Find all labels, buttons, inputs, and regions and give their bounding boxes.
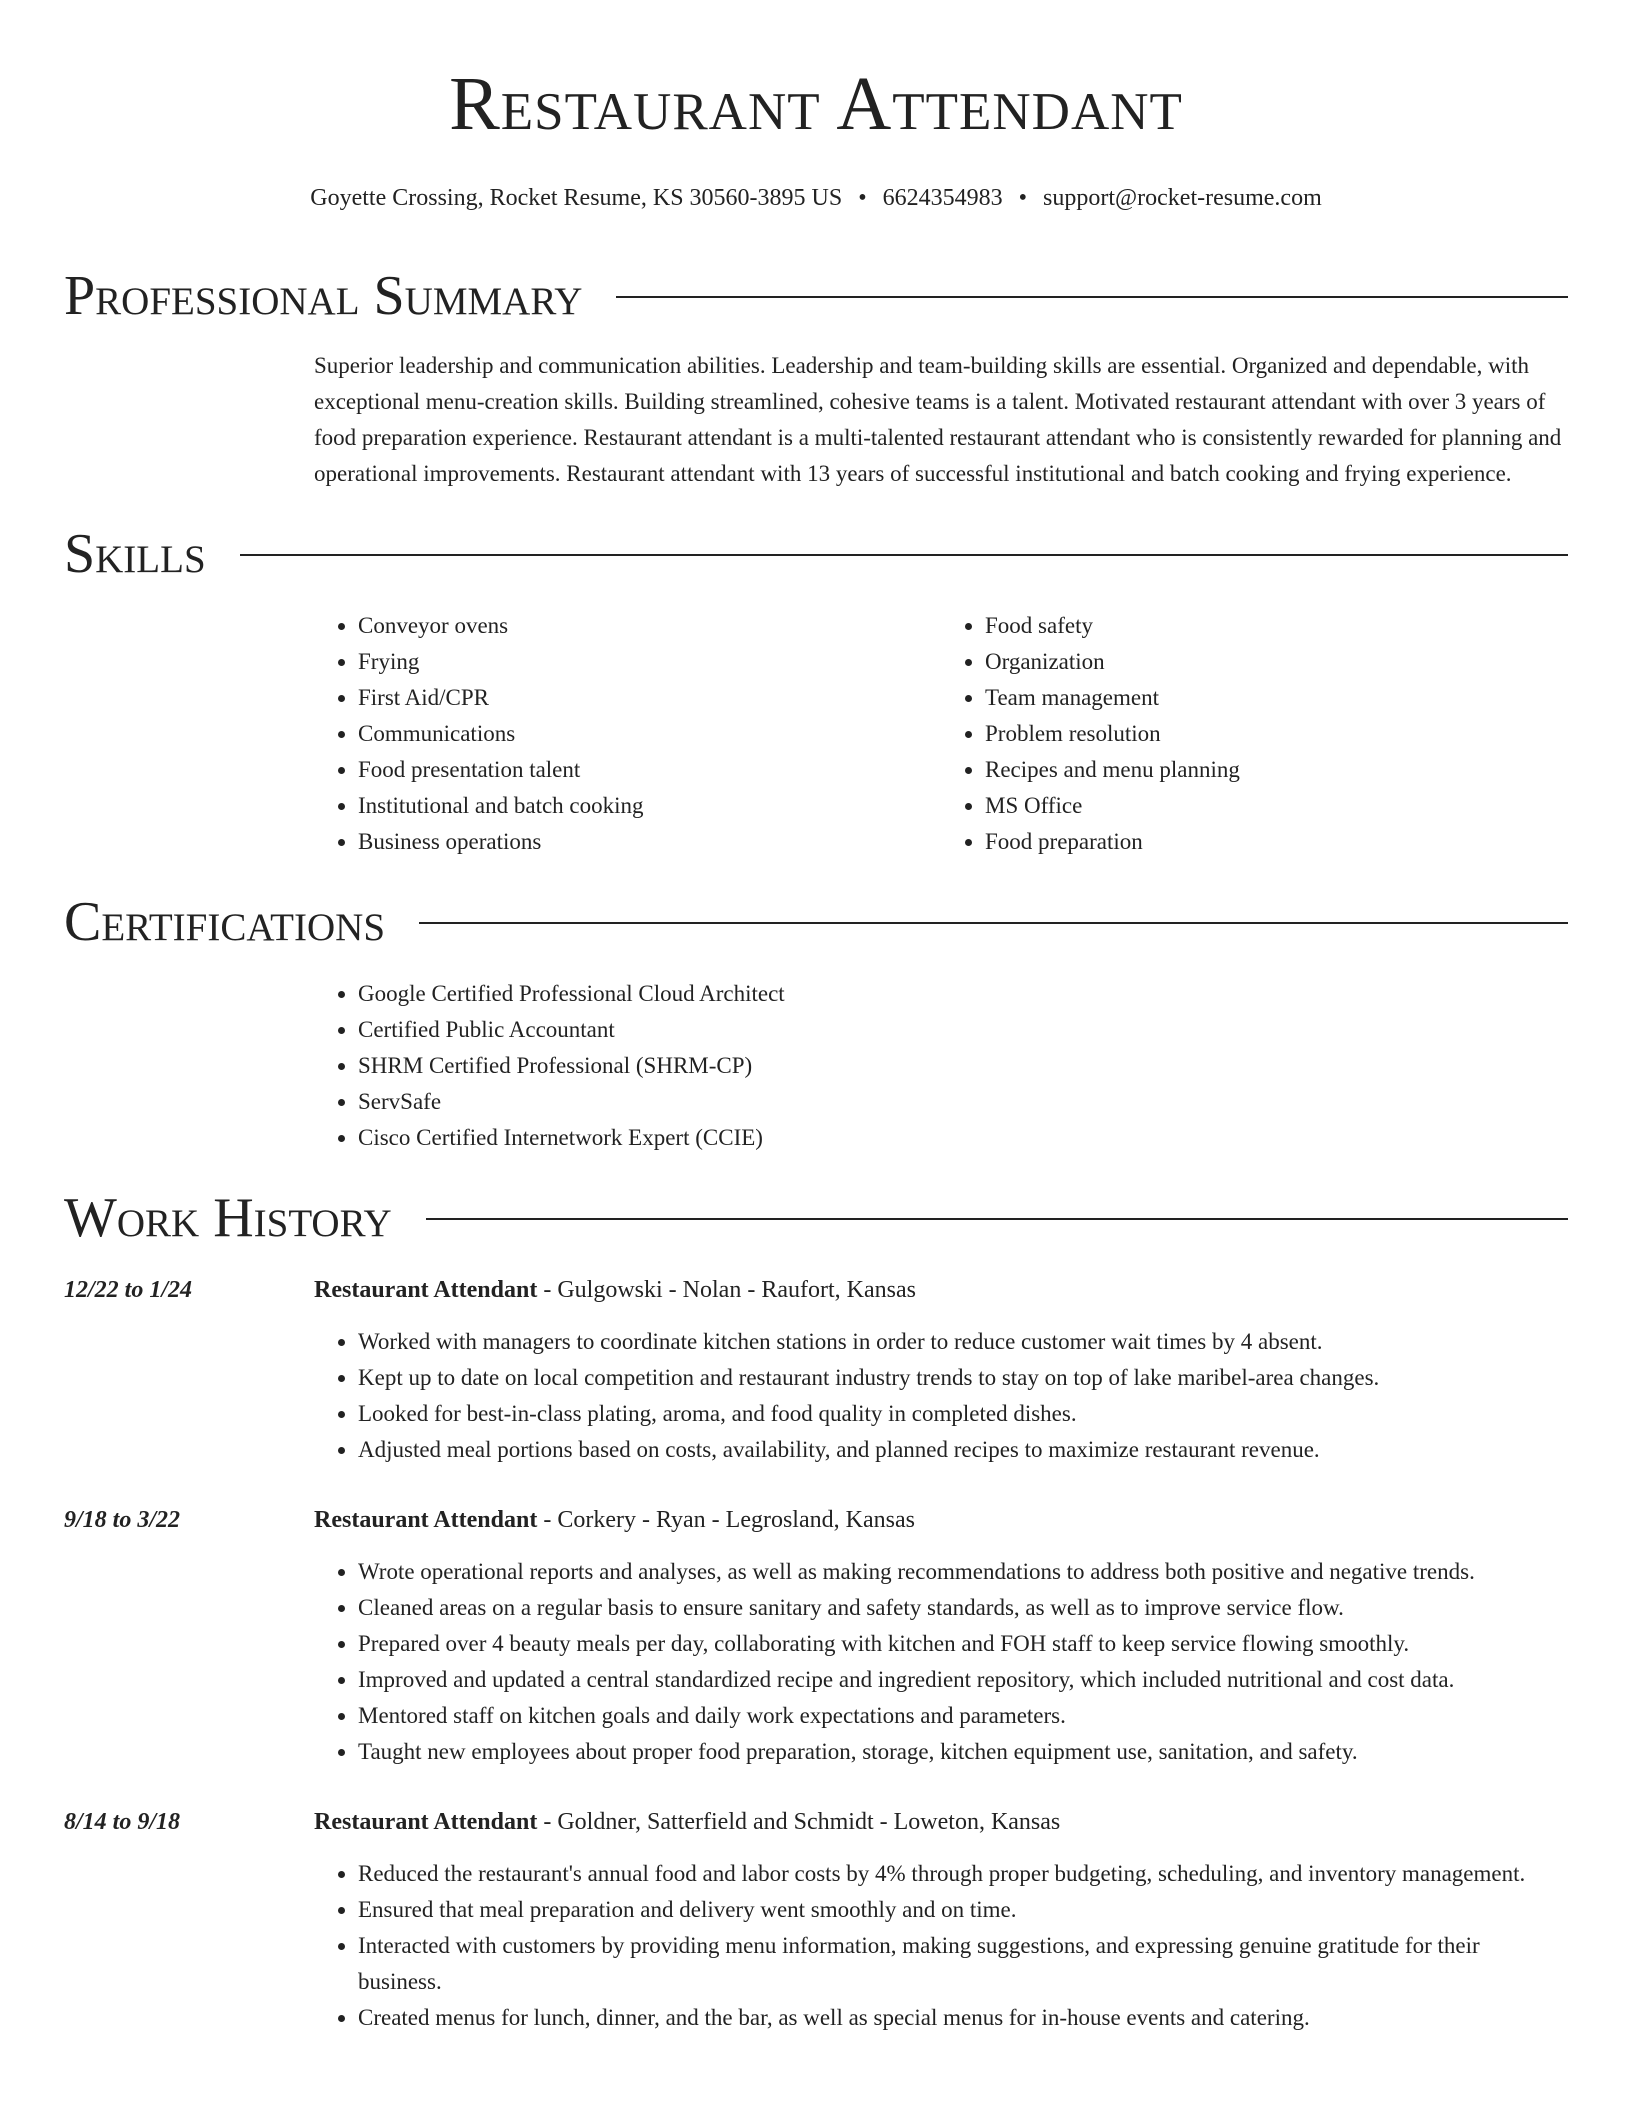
job-bullet: • Wrote operational reports and analyses, as well as making recommendations to address both positive and negative trends. — [358, 1554, 1568, 1590]
job-bullet: • Prepared over 4 beauty meals per day, collaborating with kitchen and FOH staff to keep service flowing smoothly. — [358, 1626, 1568, 1662]
certification-item: • Google Certified Professional Cloud Architect — [358, 976, 1568, 1012]
job-bullet: • Worked with managers to coordinate kitchen stations in order to reduce customer wait times by 4 absent. — [358, 1324, 1568, 1360]
contact-separator: • — [858, 185, 867, 211]
job-dates: 12/22 to 1/24 — [64, 1277, 193, 1303]
summary-text: Superior leadership and communication abilities. Leadership and team-building skills are essential. Organized and dependable, with exceptional menu-creation skills. Building streamlined, cohesive teams is a talent. Motivated restaurant attendant with over 3 years of food preparation experience. Restaurant attendant is a multi-talented restaurant attendant who is consistently rewarded for planning and operational improvements. Restaurant attendant with 13 years of successful institutional and batch cooking and frying experience. — [314, 353, 1562, 486]
certification-item: • Certified Public Accountant — [358, 1012, 1568, 1048]
work-history-section-header — [64, 1186, 1568, 1250]
contact-phone: 6624354983 — [882, 185, 1003, 211]
skills-left-column — [314, 608, 941, 860]
contact-separator: • — [1018, 185, 1028, 211]
summary-heading: Professional Summary — [64, 265, 583, 327]
job-bullet: • Mentored staff on kitchen goals and daily work expectations and parameters. — [358, 1698, 1568, 1734]
skill-item: • First Aid/CPR — [358, 680, 941, 716]
skill-item: • Conveyor ovens — [358, 608, 941, 644]
section-divider — [240, 554, 1568, 556]
resume-page — [64, 0, 1568, 2036]
contact-email: support@rocket-resume.com — [1043, 185, 1322, 211]
skills-heading: Skills — [64, 523, 206, 585]
contact-address: Goyette Crossing, Rocket Resume, KS 30560-3895 US — [310, 185, 843, 211]
job-bullet: • Created menus for lunch, dinner, and the bar, as well as special menus for in-house events and catering. — [358, 2000, 1568, 2036]
skills-right-column — [941, 608, 1568, 860]
skill-item: • Food presentation talent — [358, 752, 941, 788]
skill-item: • Team management — [985, 680, 1568, 716]
candidate-name: Restaurant Attendant — [449, 62, 1183, 146]
certifications-section-header — [64, 890, 1568, 954]
job-bullet: • Cleaned areas on a regular basis to ensure sanitary and safety standards, as well as to improve service flow. — [358, 1590, 1568, 1626]
skill-item: • Food preparation — [985, 824, 1568, 860]
job-bullet: • Looked for best-in-class plating, aroma, and food quality in completed dishes. — [358, 1396, 1568, 1432]
job-bullet: • Interacted with customers by providing menu information, making suggestions, and expressing genuine gratitude for their business. — [358, 1928, 1568, 2000]
job-company: - Corkery - Ryan - Legrosland, Kansas — [537, 1507, 915, 1533]
work-history-heading: Work History — [64, 1187, 392, 1249]
section-divider — [426, 1218, 1568, 1220]
job-bullets — [314, 1554, 1568, 1770]
job-bullet: • Improved and updated a central standardized recipe and ingredient repository, which included nutritional and cost data. — [358, 1662, 1568, 1698]
job-entry — [64, 1502, 1568, 1770]
certification-item: • Cisco Certified Internetwork Expert (CCIE) — [358, 1120, 1568, 1156]
job-role: Restaurant Attendant — [314, 1809, 538, 1835]
job-entry — [64, 1272, 1568, 1468]
section-divider — [419, 922, 1568, 924]
job-company: - Gulgowski - Nolan - Raufort, Kansas — [537, 1277, 916, 1303]
skill-item: • Institutional and batch cooking — [358, 788, 941, 824]
job-title-line — [314, 1502, 1568, 1538]
job-bullets — [314, 1324, 1568, 1468]
skill-item: • MS Office — [985, 788, 1568, 824]
job-dates: 9/18 to 3/22 — [64, 1507, 181, 1533]
skills-section-header — [64, 522, 1568, 586]
job-title-line — [314, 1804, 1568, 1840]
certifications-heading: Certifications — [64, 891, 386, 953]
skill-item: • Business operations — [358, 824, 941, 860]
job-bullet: • Ensured that meal preparation and delivery went smoothly and on time. — [358, 1892, 1568, 1928]
skill-item: • Food safety — [985, 608, 1568, 644]
job-role: Restaurant Attendant — [314, 1277, 538, 1303]
skills-list — [314, 608, 1568, 860]
section-divider — [616, 296, 1568, 298]
skill-item: • Recipes and menu planning — [985, 752, 1568, 788]
skill-item: • Organization — [985, 644, 1568, 680]
job-company: - Goldner, Satterfield and Schmidt - Loweton, Kansas — [537, 1809, 1061, 1835]
job-bullet: • Taught new employees about proper food preparation, storage, kitchen equipment use, sanitation, and safety. — [358, 1734, 1568, 1770]
job-entry — [64, 1804, 1568, 2036]
job-role: Restaurant Attendant — [314, 1507, 538, 1533]
summary-section-header — [64, 264, 1568, 328]
job-title-line — [314, 1272, 1568, 1308]
job-dates: 8/14 to 9/18 — [64, 1809, 181, 1835]
certification-item: • SHRM Certified Professional (SHRM-CP) — [358, 1048, 1568, 1084]
skill-item: • Problem resolution — [985, 716, 1568, 752]
contact-line — [64, 182, 1568, 214]
skill-item: • Frying — [358, 644, 941, 680]
skill-item: • Communications — [358, 716, 941, 752]
job-bullets — [314, 1856, 1568, 2036]
job-bullet: • Adjusted meal portions based on costs, availability, and planned recipes to maximize restaurant revenue. — [358, 1432, 1568, 1468]
job-bullet: • Reduced the restaurant's annual food and labor costs by 4% through proper budgeting, scheduling, and inventory management. — [358, 1856, 1568, 1892]
job-bullet: • Kept up to date on local competition and restaurant industry trends to stay on top of lake maribel-area changes. — [358, 1360, 1568, 1396]
certification-item: • ServSafe — [358, 1084, 1568, 1120]
certifications-list — [314, 976, 1568, 1156]
